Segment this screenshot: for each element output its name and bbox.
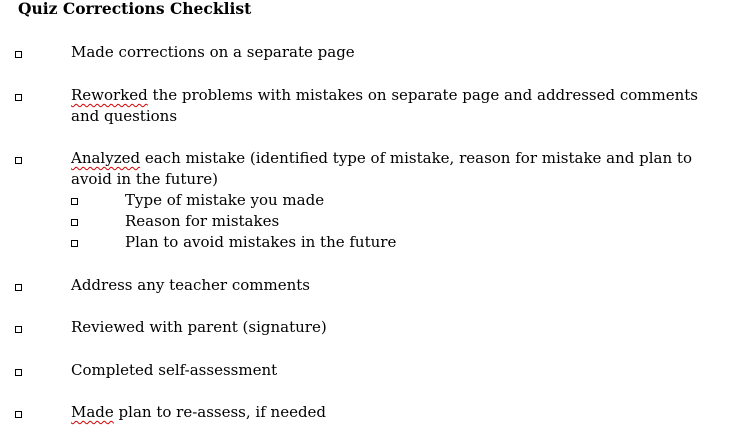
checklist-subitem-label: Plan to avoid mistakes in the future xyxy=(125,233,397,251)
page-title: Quiz Corrections Checklist xyxy=(18,0,252,18)
checkbox[interactable] xyxy=(15,326,22,333)
checklist-item-label xyxy=(71,85,711,127)
checklist-subitem-label: Type of mistake you made xyxy=(125,191,325,209)
checkbox[interactable] xyxy=(71,240,78,247)
checkbox[interactable] xyxy=(71,198,78,205)
checklist-subitem-label: Reason for mistakes xyxy=(125,212,280,230)
spellcheck-word: Made xyxy=(71,403,114,421)
checkbox[interactable] xyxy=(15,411,22,418)
checkbox[interactable] xyxy=(15,284,22,291)
checklist-subitem xyxy=(0,232,737,253)
checklist-subitem xyxy=(0,190,737,211)
checklist-item-text: plan to re-assess, if needed xyxy=(113,403,327,421)
checkbox[interactable] xyxy=(15,369,22,376)
checklist-item-text: the problems with mistakes on separate page and addressed comments and questions xyxy=(71,86,698,125)
checkbox[interactable] xyxy=(15,157,22,164)
checklist-item-text: each mistake (identified type of mistake, reason for mistake and plan to avoid in the future) xyxy=(71,149,692,188)
checklist-item-label xyxy=(71,148,711,190)
checklist-item-label: Reviewed with parent (signature) xyxy=(71,318,327,336)
checkbox[interactable] xyxy=(15,51,22,58)
spellcheck-word: Analyzed xyxy=(71,149,141,167)
spellcheck-word: Reworked xyxy=(71,86,148,104)
checklist-item-label xyxy=(71,402,711,423)
checkbox[interactable] xyxy=(15,94,22,101)
checklist-subitem xyxy=(0,211,737,232)
checklist-item-label: Address any teacher comments xyxy=(71,276,310,294)
checklist-item-label: Completed self-assessment xyxy=(71,361,278,379)
checklist-item-label: Made corrections on a separate page xyxy=(71,43,355,61)
checkbox[interactable] xyxy=(71,219,78,226)
